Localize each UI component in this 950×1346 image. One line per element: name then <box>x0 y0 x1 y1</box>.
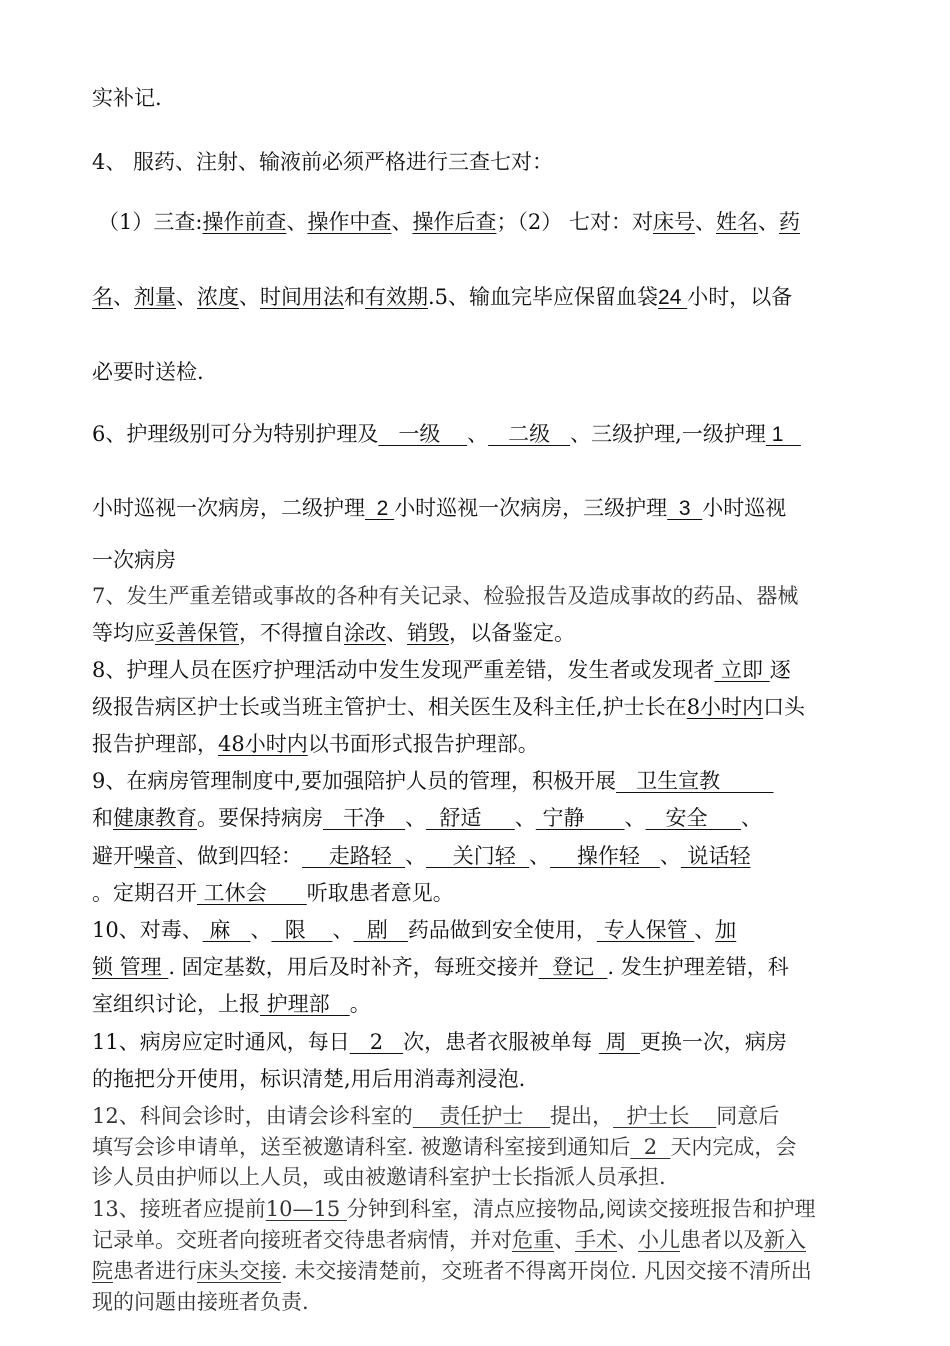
text: 。要保持病房 <box>197 806 323 830</box>
text: 等均应 <box>92 621 155 645</box>
blank-answer: 加 <box>715 918 737 942</box>
text-line-19 <box>92 953 789 981</box>
text: 小时巡视一次病房，三级护理 <box>394 496 668 520</box>
blank-answer: 床号 <box>652 210 695 234</box>
text-line-15 <box>92 804 762 832</box>
text: 、 <box>405 806 427 830</box>
text: 11、病房应定时通风，每日 <box>92 1030 350 1054</box>
text-line-16 <box>92 842 751 870</box>
blank-answer: 噪音 <box>134 844 176 868</box>
blank-answer: 操作前查 <box>202 210 287 234</box>
text: 室组织讨论，上报 <box>92 992 260 1016</box>
text: 8、护理人员在医疗护理活动中发生发现严重差错，发生者或发现者 <box>92 658 715 682</box>
blank-answer: 限 <box>271 918 333 942</box>
blank-answer: 手术 <box>575 1228 617 1252</box>
blank-answer: 姓名 <box>715 210 758 234</box>
text: ，不得擅自 <box>239 621 344 645</box>
blank-answer: 药 <box>778 210 800 234</box>
text: 诊人员由护师以上人员，或由被邀请科室护士长指派人员承担. <box>92 1165 666 1189</box>
blank-answer: 一级 <box>378 422 468 446</box>
text: ；（2） 七对：对 <box>496 210 653 234</box>
text: 患者以及 <box>680 1228 764 1252</box>
text-line-12 <box>92 693 805 721</box>
text-line-3 <box>98 208 800 236</box>
text: 、 <box>659 844 681 868</box>
blank-answer: 1 <box>765 423 801 446</box>
text-line-4 <box>92 283 792 312</box>
text-line-7 <box>92 494 786 523</box>
text: 、 <box>514 806 536 830</box>
text: 、 <box>757 210 779 234</box>
text: （1）三查: <box>98 210 203 234</box>
blank-answer: 浓度 <box>197 285 239 309</box>
text-line-28 <box>92 1257 812 1285</box>
text: 必要时送检. <box>92 360 204 384</box>
blank-answer: 10—15 <box>265 1197 347 1221</box>
text: . 发生护理差错，科 <box>607 955 789 979</box>
text: 、 <box>386 621 407 645</box>
text: 小时巡视一次病房，二级护理 <box>92 496 365 520</box>
text-line-8 <box>92 546 176 574</box>
blank-answer: 责任护士 <box>412 1104 551 1128</box>
blank-answer: 床头交接 <box>197 1259 281 1283</box>
text: 、 <box>332 918 354 942</box>
text: 患者进行 <box>113 1259 197 1283</box>
text: 提出， <box>550 1104 614 1128</box>
text: 的拖把分开使用，标识清楚,用后用消毒剂浸泡. <box>92 1067 526 1091</box>
blank-answer: 工休会 <box>197 881 307 905</box>
text: 、 <box>391 210 413 234</box>
blank-answer: 危重 <box>512 1228 554 1252</box>
text: 、 <box>740 806 762 830</box>
text: 现的问题由接班者负责. <box>92 1290 309 1314</box>
text: 药品做到安全使用， <box>407 918 597 942</box>
text-line-13 <box>92 730 539 758</box>
text-line-11 <box>92 656 791 684</box>
text-line-14 <box>92 767 773 795</box>
text: 9、在病房管理制度中,要加强陪护人员的管理，积极开展 <box>92 769 617 793</box>
blank-answer: 3 <box>667 497 703 520</box>
blank-answer: 2 <box>349 1030 404 1054</box>
text: 和 <box>92 806 113 830</box>
text: .5、输血完毕应保留血袋 <box>428 285 659 309</box>
text: 6、护理级别可分为特别护理及 <box>92 422 379 446</box>
text: 听取患者意见。 <box>306 881 454 905</box>
text: 、 <box>286 210 308 234</box>
text: 同意后 <box>716 1104 780 1128</box>
blank-answer: 24 <box>658 286 688 309</box>
text: 。 <box>349 992 371 1016</box>
blank-answer: 锁 管理 <box>92 955 169 979</box>
blank-answer: 关门轻 <box>426 844 530 868</box>
blank-answer: 操作后查 <box>412 210 497 234</box>
text-line-21 <box>92 1028 787 1056</box>
text: 、三级护理,一级护理 <box>570 422 766 446</box>
text: 、做到四轻： <box>176 844 302 868</box>
blank-answer: 安全 <box>645 806 741 830</box>
text: 13、接班者应提前 <box>92 1197 266 1221</box>
text-line-27 <box>92 1226 806 1254</box>
text: 一次病房 <box>92 548 176 572</box>
text: 级报告病区护士长或当班主管护士、相关医生及科主任,护士长在 <box>92 695 687 719</box>
text: 、 <box>239 285 260 309</box>
text: 、 <box>554 1228 575 1252</box>
text: 天内完成，会 <box>670 1135 797 1159</box>
blank-answer: 妥善保管 <box>155 621 239 645</box>
text: 、 <box>529 844 551 868</box>
text: 实补记. <box>92 86 162 110</box>
blank-answer: 麻 <box>202 918 251 942</box>
blank-answer: 说话轻 <box>680 844 751 868</box>
blank-answer: 新入 <box>764 1228 806 1252</box>
text-line-2 <box>92 148 553 176</box>
blank-answer: 护理部 <box>260 992 350 1016</box>
text-line-29 <box>92 1288 309 1316</box>
blank-answer: 舒适 <box>426 806 515 830</box>
text-line-6 <box>92 420 801 449</box>
blank-answer: 2 <box>630 1135 671 1159</box>
text: 记录单。交班者向接班者交待患者病情，并对 <box>92 1228 512 1252</box>
blank-answer: 8小时内 <box>686 695 764 719</box>
text: 填写会诊申请单，送至被邀请科室. 被邀请科室接到通知后 <box>92 1135 631 1159</box>
blank-answer: 操作轻 <box>550 844 660 868</box>
text: 小时，以备 <box>687 285 793 309</box>
text: ，以备鉴定。 <box>449 621 575 645</box>
blank-answer: 涂改 <box>344 621 386 645</box>
text-line-20 <box>92 990 371 1018</box>
text: 、 <box>694 918 716 942</box>
text-line-9 <box>92 582 798 610</box>
blank-answer: 有效期 <box>365 285 428 309</box>
text-line-17 <box>92 879 454 907</box>
text: 7、发生严重差错或事故的各种有关记录、检验报告及造成事故的药品、器械 <box>92 584 799 608</box>
text: 10、对毒、 <box>92 918 203 942</box>
blank-answer: 二级 <box>488 422 571 446</box>
blank-answer: 专人保管 <box>596 918 695 942</box>
blank-answer: 名 <box>92 285 113 309</box>
text-line-23 <box>92 1102 779 1130</box>
text-line-24 <box>92 1133 796 1161</box>
text: 、 <box>694 210 716 234</box>
text: 、 <box>250 918 272 942</box>
blank-answer: 走路轻 <box>302 844 406 868</box>
blank-answer: 登记 <box>538 955 608 979</box>
blank-answer: 剧 <box>353 918 408 942</box>
text: 分钟到科室，清点应接物品,阅读交接班报告和护理 <box>346 1197 816 1221</box>
blank-answer: 卫生宣教 <box>616 769 774 793</box>
text-line-25 <box>92 1163 666 1191</box>
blank-answer: 健康教育 <box>113 806 197 830</box>
text: 更换一次，病房 <box>639 1030 787 1054</box>
blank-answer: 宁静 <box>535 806 625 830</box>
blank-answer: 立即 <box>714 658 770 682</box>
text: 12、科间会诊时，由请会诊科室的 <box>92 1104 413 1128</box>
text-line-18 <box>92 916 736 944</box>
text-line-5 <box>92 358 204 386</box>
text-line-26 <box>92 1195 816 1223</box>
text: . 未交接清楚前，交班者不得离开岗位. 凡因交接不清所出 <box>281 1259 812 1283</box>
text: 避开 <box>92 844 134 868</box>
blank-answer: 2 <box>365 497 395 520</box>
text: 、 <box>113 285 134 309</box>
blank-answer: 干净 <box>323 806 406 830</box>
text: 口头 <box>763 695 806 719</box>
text: 报告护理部， <box>92 732 218 756</box>
text: 。定期召开 <box>92 881 197 905</box>
blank-answer: 护士长 <box>613 1104 717 1128</box>
text: 、 <box>405 844 427 868</box>
blank-answer: 操作中查 <box>307 210 392 234</box>
text-line-10 <box>92 619 575 647</box>
text: 4、 服药、注射、输液前必须严格进行三查七对： <box>92 150 554 174</box>
text: 、 <box>176 285 197 309</box>
blank-answer: 小儿 <box>638 1228 680 1252</box>
text: . 固定基数，用后及时补齐，每班交接并 <box>168 955 539 979</box>
text: 以书面形式报告护理部。 <box>307 732 539 756</box>
text: 和 <box>344 285 365 309</box>
text: 、 <box>617 1228 638 1252</box>
blank-answer: 销毁 <box>407 621 449 645</box>
text: 、 <box>624 806 646 830</box>
text: 次，患者衣服被单每 <box>403 1030 599 1054</box>
text-line-1 <box>92 84 162 112</box>
text: 逐 <box>769 658 791 682</box>
blank-answer: 48小时内 <box>218 732 308 756</box>
blank-answer: 剂量 <box>134 285 176 309</box>
blank-answer: 周 <box>598 1030 640 1054</box>
text: 小时巡视 <box>702 496 787 520</box>
text: 、 <box>467 422 489 446</box>
blank-answer: 院 <box>92 1259 113 1283</box>
text-line-22 <box>92 1065 525 1093</box>
blank-answer: 时间用法 <box>260 285 344 309</box>
